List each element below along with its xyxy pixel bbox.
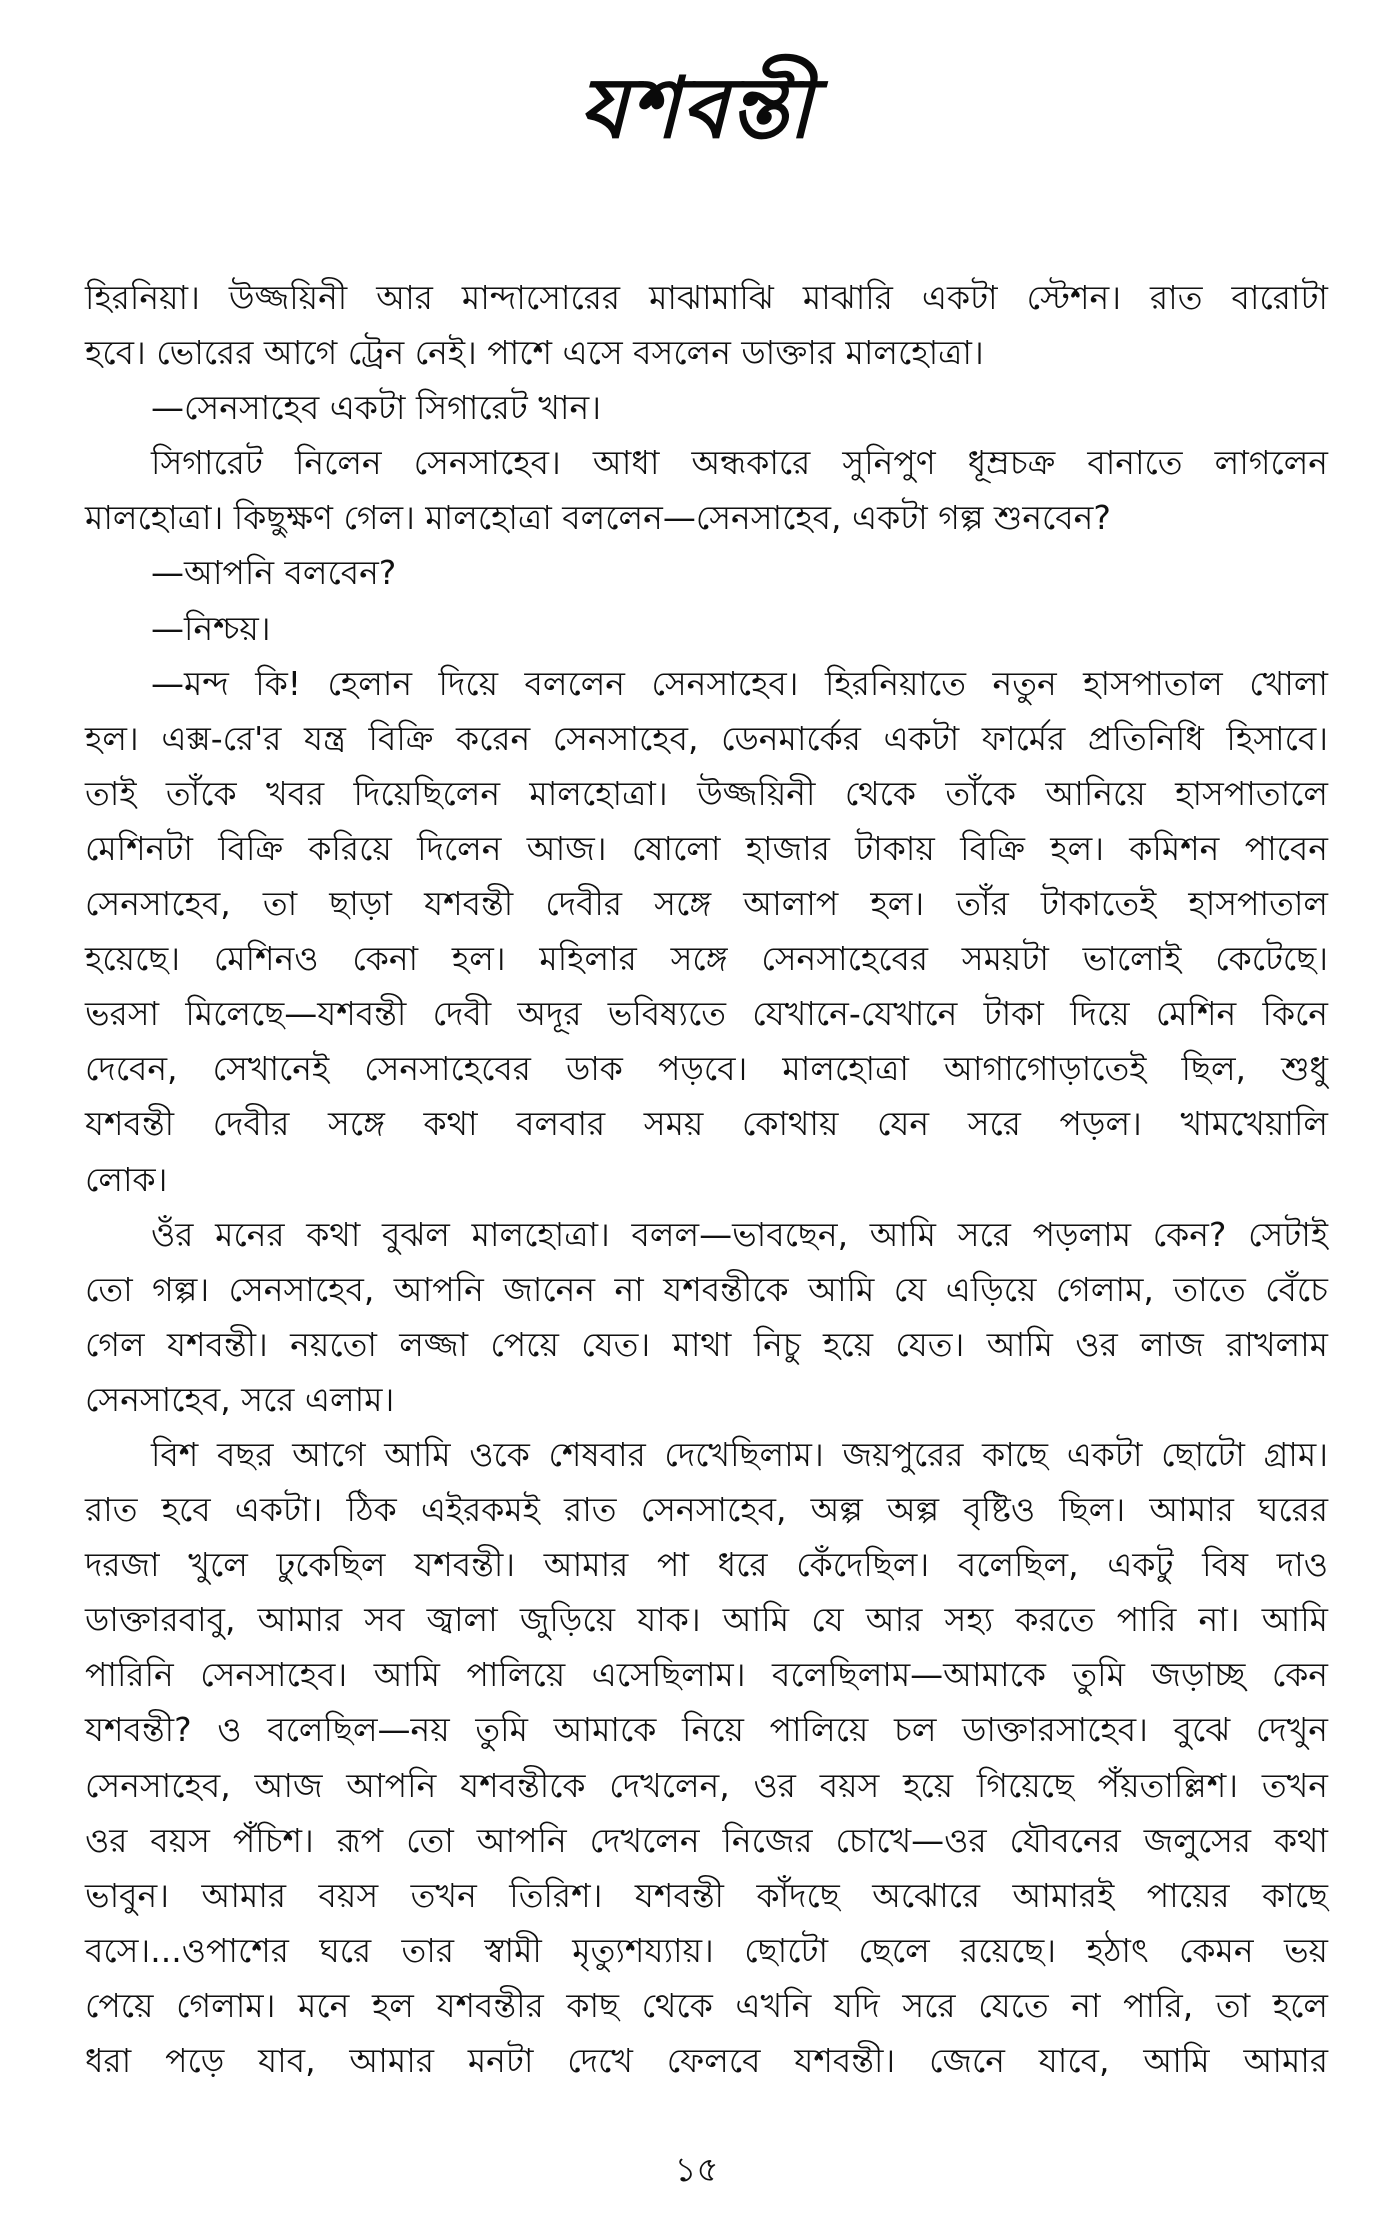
text-line: ভাবুন। আমার বয়স তখন তিরিশ। যশবন্তী কাঁদছে অঝোরে আমারই পায়ের কাছে (85, 1875, 1328, 1915)
text-line: ধরা পড়ে যাব, আমার মনটা দেখে ফেলবে যশবন্তী। জেনে যাবে, আমি আমার (85, 2041, 1328, 2080)
text-line: ডাক্তারবাবু, আমার সব জ্বালা জুড়িয়ে যাক। আমি যে আর সহ্য করতে পারি না। আমি (85, 1600, 1328, 1640)
text-line: —আপনি বলবেন? (151, 553, 397, 593)
text-line: বসে।...ওপাশের ঘরে তার স্বামী মৃত্যুশয্যায়। ছোটো ছেলে রয়েছে। হঠাৎ কেমন ভয় (85, 1930, 1328, 1970)
text-line: যশবন্তী? ও বলেছিল—নয় তুমি আমাকে নিয়ে পালিয়ে চল ডাক্তারসাহেব। বুঝে দেখুন (85, 1710, 1328, 1750)
text-line: রাত হবে একটা। ঠিক এইরকমই রাত সেনসাহেব, অল্প অল্প বৃষ্টিও ছিল। আমার ঘরের (85, 1490, 1328, 1530)
text-line: বিশ বছর আগে আমি ওকে শেষবার দেখেছিলাম। জয়পুরের কাছে একটা ছোটো গ্রাম। (151, 1434, 1328, 1474)
text-line: সেনসাহেব, তা ছাড়া যশবন্তী দেবীর সঙ্গে আলাপ হল। তাঁর টাকাতেই হাসপাতাল (85, 884, 1328, 924)
text-line: তাই তাঁকে খবর দিয়েছিলেন মালহোত্রা। উজ্জয়িনী থেকে তাঁকে আনিয়ে হাসপাতালে (85, 773, 1328, 813)
text-line: —মন্দ কি! হেলান দিয়ে বললেন সেনসাহেব। হিরনিয়াতে নতুন হাসপাতাল খোলা (151, 663, 1328, 703)
text-line: হবে। ভোরের আগে ট্রেন নেই। পাশে এসে বসলেন ডাক্তার মালহোত্রা। (85, 333, 984, 373)
text-line: দেবেন, সেখানেই সেনসাহেবের ডাক পড়বে। মালহোত্রা আগাগোড়াতেই ছিল, শুধু (85, 1049, 1328, 1089)
body-text (85, 270, 1328, 2088)
text-line: গেল যশবন্তী। নয়তো লজ্জা পেয়ে যেত। মাথা নিচু হয়ে যেত। আমি ওর লাজ রাখলাম (85, 1324, 1328, 1364)
page-title: যশবন্তী (579, 59, 814, 157)
text-line: সেনসাহেব, আজ আপনি যশবন্তীকে দেখলেন, ওর বয়স হয়ে গিয়েছে পঁয়তাল্লিশ। তখন (85, 1765, 1328, 1805)
text-line: —সেনসাহেব একটা সিগারেট খান। (151, 388, 601, 428)
text-line: ওঁর মনের কথা বুঝল মালহোত্রা। বলল—ভাবছেন, আমি সরে পড়লাম কেন? সেটাই (151, 1214, 1328, 1254)
text-line: ভরসা মিলেছে—যশবন্তী দেবী অদূর ভবিষ্যতে যেখানে-যেখানে টাকা দিয়ে মেশিন কিনে (85, 994, 1328, 1034)
text-line: ওর বয়স পঁচিশ। রূপ তো আপনি দেখলেন নিজের চোখে—ওর যৌবনের জলুসের কথা (85, 1820, 1328, 1860)
text-line: মেশিনটা বিক্রি করিয়ে দিলেন আজ। ষোলো হাজার টাকায় বিক্রি হল। কমিশন পাবেন (85, 828, 1328, 868)
text-line: সিগারেট নিলেন সেনসাহেব। আধা অন্ধকারে সুনিপুণ ধূম্রচক্র বানাতে লাগলেন (151, 443, 1328, 483)
text-line: হল। এক্স-রে'র যন্ত্র বিক্রি করেন সেনসাহেব, ডেনমার্কের একটা ফার্মের প্রতিনিধি হিসাবে। (85, 718, 1328, 758)
text-line: তো গল্প। সেনসাহেব, আপনি জানেন না যশবন্তীকে আমি যে এড়িয়ে গেলাম, তাতে বেঁচে (85, 1269, 1328, 1309)
text-line: হিরনিয়া। উজ্জয়িনী আর মান্দাসোরের মাঝামাঝি মাঝারি একটা স্টেশন। রাত বারোটা (85, 278, 1328, 317)
text-line: সেনসাহেব, সরে এলাম। (85, 1379, 395, 1419)
text-line: হয়েছে। মেশিনও কেনা হল। মহিলার সঙ্গে সেনসাহেবের সময়টা ভালোই কেটেছে। (85, 939, 1328, 979)
text-line: লোক। (85, 1159, 168, 1199)
text-line: —নিশ্চয়। (151, 608, 271, 648)
text-line: যশবন্তী দেবীর সঙ্গে কথা বলবার সময় কোথায় যেন সরে পড়ল। খামখেয়ালি (85, 1104, 1328, 1144)
text-line: মালহোত্রা। কিছুক্ষণ গেল। মালহোত্রা বললেন—সেনসাহেব, একটা গল্প শুনবেন? (85, 498, 1111, 538)
page-number: ১৫ (674, 2150, 719, 2190)
text-line: দরজা খুলে ঢুকেছিল যশবন্তী। আমার পা ধরে কেঁদেছিল। বলেছিল, একটু বিষ দাও (85, 1545, 1328, 1585)
text-line: পারিনি সেনসাহেব। আমি পালিয়ে এসেছিলাম। বলেছিলাম—আমাকে তুমি জড়াচ্ছ কেন (85, 1655, 1328, 1695)
text-line: পেয়ে গেলাম। মনে হল যশবন্তীর কাছ থেকে এখনি যদি সরে যেতে না পারি, তা হলে (85, 1985, 1328, 2025)
